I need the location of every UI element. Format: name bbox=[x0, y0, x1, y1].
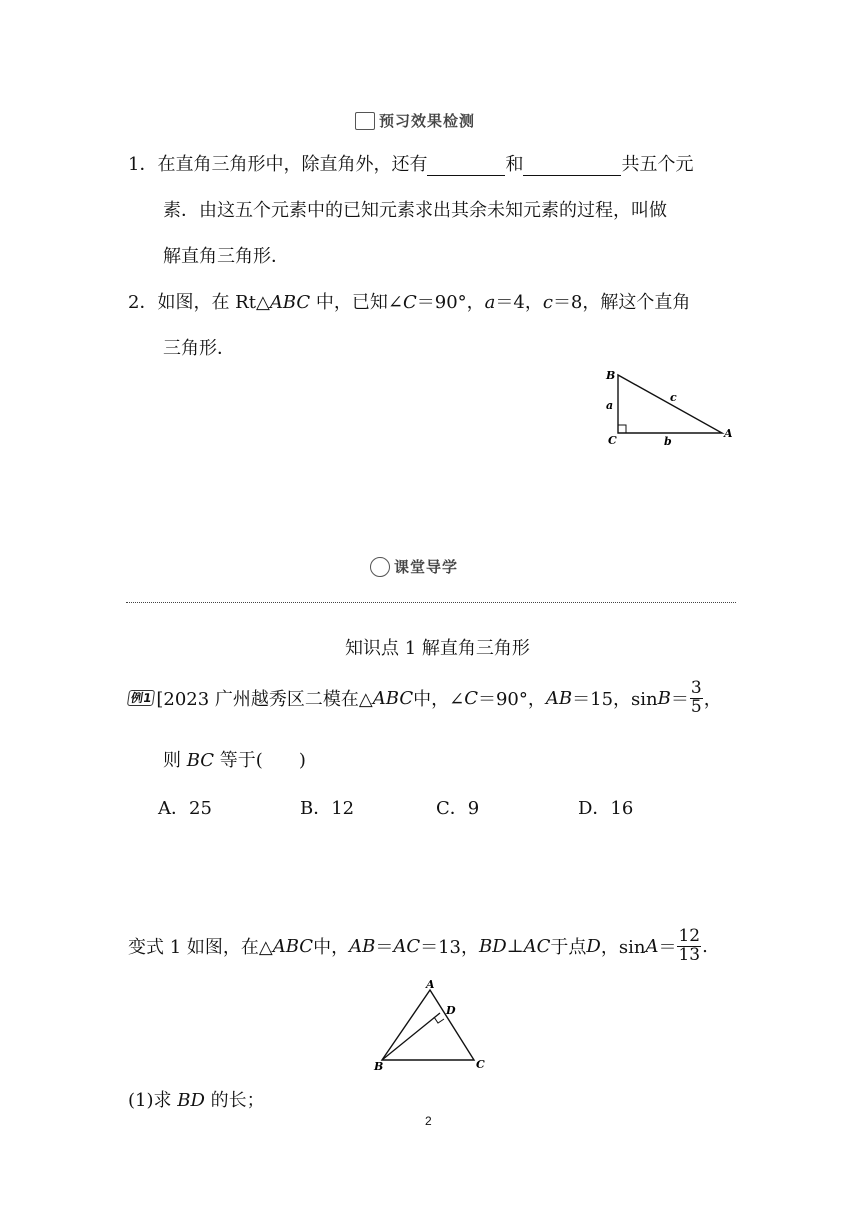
option-c[interactable]: C．9 bbox=[436, 798, 480, 819]
vertex-A-label: A bbox=[426, 980, 435, 991]
triangle-shape bbox=[618, 375, 722, 433]
section-divider bbox=[126, 602, 736, 603]
question-1-line-2: 素．由这五个元素中的已知元素求出其余未知元素的过程，叫做 bbox=[163, 200, 667, 221]
question-2-line-1: 2．如图，在 Rt△ABC 中，已知∠C＝90°，a＝4，c＝8，解这个直角 bbox=[128, 292, 691, 313]
example-1-line-2: 则 BC 等于( ) bbox=[163, 750, 306, 771]
side-a-label: a bbox=[606, 399, 614, 412]
isosceles-triangle-figure bbox=[370, 980, 490, 1074]
vertex-C-label: C bbox=[476, 1058, 485, 1071]
class-section-banner bbox=[370, 556, 458, 577]
page-number: 2 bbox=[425, 1114, 432, 1128]
side-c-label: c bbox=[670, 391, 677, 404]
question-1-line-3: 解直角三角形． bbox=[163, 246, 289, 267]
variant-1-sub-question-1: (1)求 BD 的长； bbox=[128, 1090, 265, 1111]
right-angle-mark bbox=[618, 425, 626, 433]
fraction-12-13: $\frac{12}{13}$ bbox=[678, 926, 701, 965]
example-tag: 例1 bbox=[127, 690, 156, 706]
answer-blank-2[interactable] bbox=[523, 157, 621, 176]
variant-1-line-1: 变式 1 如图，在△ ABC 中， AB ＝ AC ＝13， BD ⊥ AC 于点 D ，sin A ＝ $\frac{12}{13}$ . bbox=[128, 926, 708, 965]
option-a[interactable]: A．25 bbox=[158, 798, 212, 819]
example-1-line-1: 例1 [2023 广州越秀区二模在△ ABC 中，∠ C ＝90°， AB ＝15，sin B ＝ $\frac{3}{5}$ ， bbox=[128, 680, 722, 717]
altitude-bd bbox=[382, 1013, 440, 1060]
point-D-label: D bbox=[446, 1004, 456, 1017]
right-triangle-figure bbox=[600, 365, 740, 447]
preview-section-title: 预习效果检测 bbox=[379, 112, 476, 130]
class-section-title: 课堂导学 bbox=[394, 558, 459, 576]
right-angle-mark-d bbox=[434, 1017, 444, 1023]
question-2-line-2: 三角形． bbox=[163, 338, 235, 359]
fraction-3-5: $\frac{3}{5}$ bbox=[690, 678, 702, 717]
side-b-label: b bbox=[664, 435, 672, 447]
option-b[interactable]: B．12 bbox=[300, 798, 355, 819]
question-1-line-1: 1．在直角三角形中，除直角外，还有 和 共五个元 bbox=[128, 154, 694, 175]
preview-section-banner bbox=[355, 110, 475, 131]
answer-blank-1[interactable] bbox=[427, 157, 505, 176]
vertex-B-label: B bbox=[606, 369, 616, 382]
vertex-A-label: A bbox=[724, 427, 733, 440]
vertex-B-label: B bbox=[374, 1060, 384, 1073]
target-icon bbox=[370, 557, 390, 577]
option-d[interactable]: D．16 bbox=[578, 798, 634, 819]
notebook-icon bbox=[355, 112, 375, 130]
knowledge-point-heading: 知识点 1 解直角三角形 bbox=[345, 638, 530, 659]
vertex-C-label: C bbox=[608, 434, 617, 447]
